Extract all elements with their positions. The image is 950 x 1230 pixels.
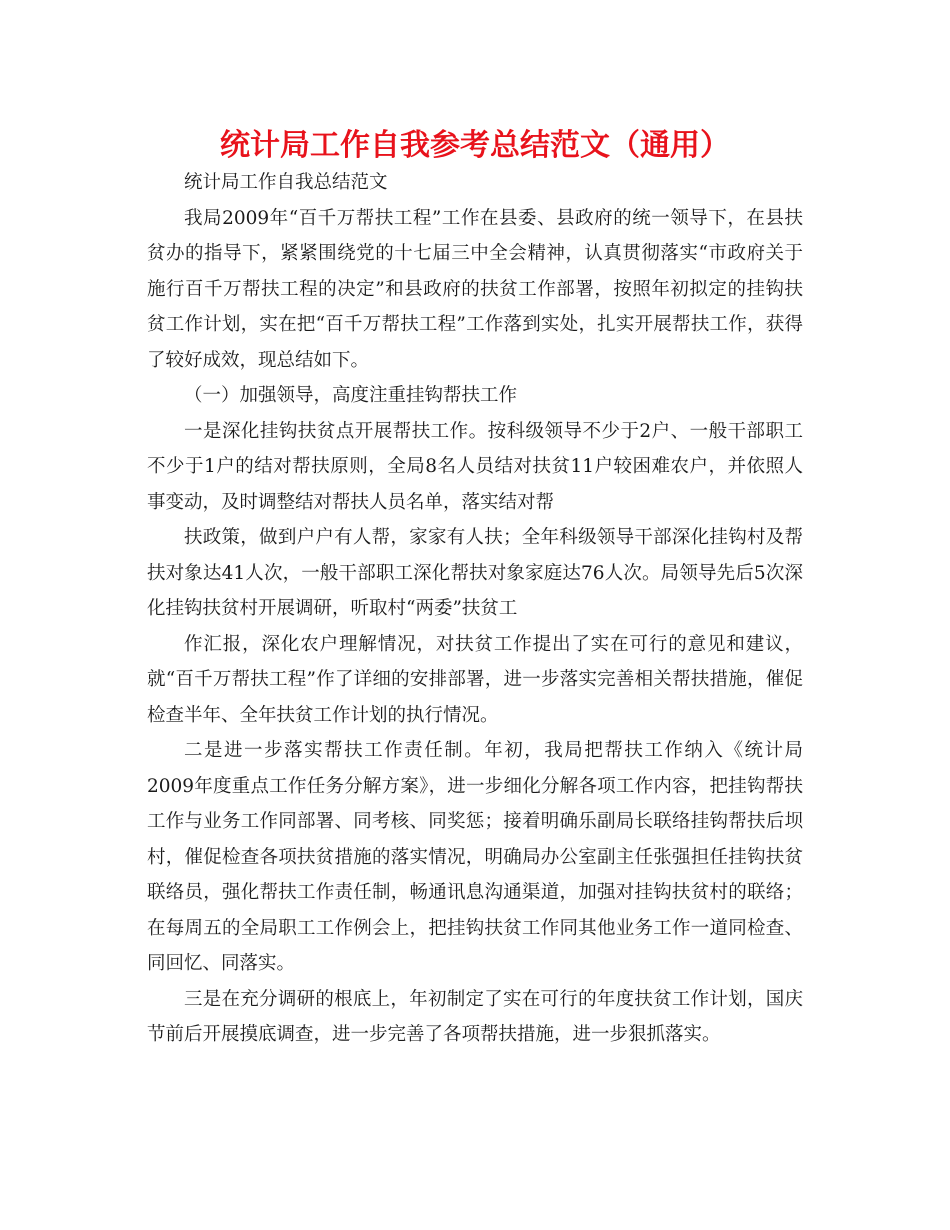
body-paragraph: 扶政策，做到户户有人帮，家家有人扶；全年科级领导干部深化挂钩村及帮扶对象达41人次，一般干部职工深化帮扶对象家庭达76人次。局领导先后5次深化挂钩扶贫村开展调研，听取村“两委”扶贫工 — [147, 527, 803, 619]
subtitle-paragraph: 统计局工作自我总结范文 — [184, 172, 388, 193]
body-paragraph: 一是深化挂钩扶贫点开展帮扶工作。按科级领导不少于2户、一般干部职工不少于1户的结对帮扶原则，全局8名人员结对扶贫11户较困难农户，并依照人事变动，及时调整结对帮扶人员名单，落实结对帮 — [147, 420, 803, 513]
document-title: 统计局工作自我参考总结范文（通用） — [220, 128, 730, 163]
body-paragraph: 三是在充分调研的根底上，年初制定了实在可行的年度扶贫工作计划，国庆节前后开展摸底调查，进一步完善了各项帮扶措施，进一步狠抓落实。 — [147, 988, 803, 1045]
intro-paragraph: 我局2009年“百千万帮扶工程”工作在县委、县政府的统一领导下，在县扶贫办的指导下，紧紧围绕党的十七届三中全会精神，认真贯彻落实“市政府关于施行百千万帮扶工程的决定”和县政府的扶贫工作部署，按照年初拟定的挂钩扶贫工作计划，实在把“百千万帮扶工程”工作落到实处，扎实开展帮扶工作，获得了较好成效，现总结如下。 — [147, 207, 803, 371]
body-paragraph: 作汇报，深化农户理解情况，对扶贫工作提出了实在可行的意见和建议，就“百千万帮扶工程”作了详细的安排部署，进一步落实完善相关帮扶措施，催促检查半年、全年扶贫工作计划的执行情况。 — [147, 633, 803, 726]
document-body — [147, 165, 803, 1053]
body-paragraph: 二是进一步落实帮扶工作责任制。年初，我局把帮扶工作纳入《统计局2009年度重点工作任务分解方案》，进一步细化分解各项工作内容，把挂钩帮扶工作与业务工作同部署、同考核、同奖惩；接着明确乐副局长联络挂钩帮扶后坝村，催促检查各项扶贫措施的落实情况，明确局办公室副主任张强担任挂钩扶贫联络员，强化帮扶工作责任制，畅通讯息沟通渠道，加强对挂钩扶贫村的联络；在每周五的全局职工工作例会上，把挂钩扶贫工作同其他业务工作一道同检查、同回忆、同落实。 — [147, 740, 803, 974]
section-heading: （一）加强领导，高度注重挂钩帮扶工作 — [184, 385, 518, 406]
